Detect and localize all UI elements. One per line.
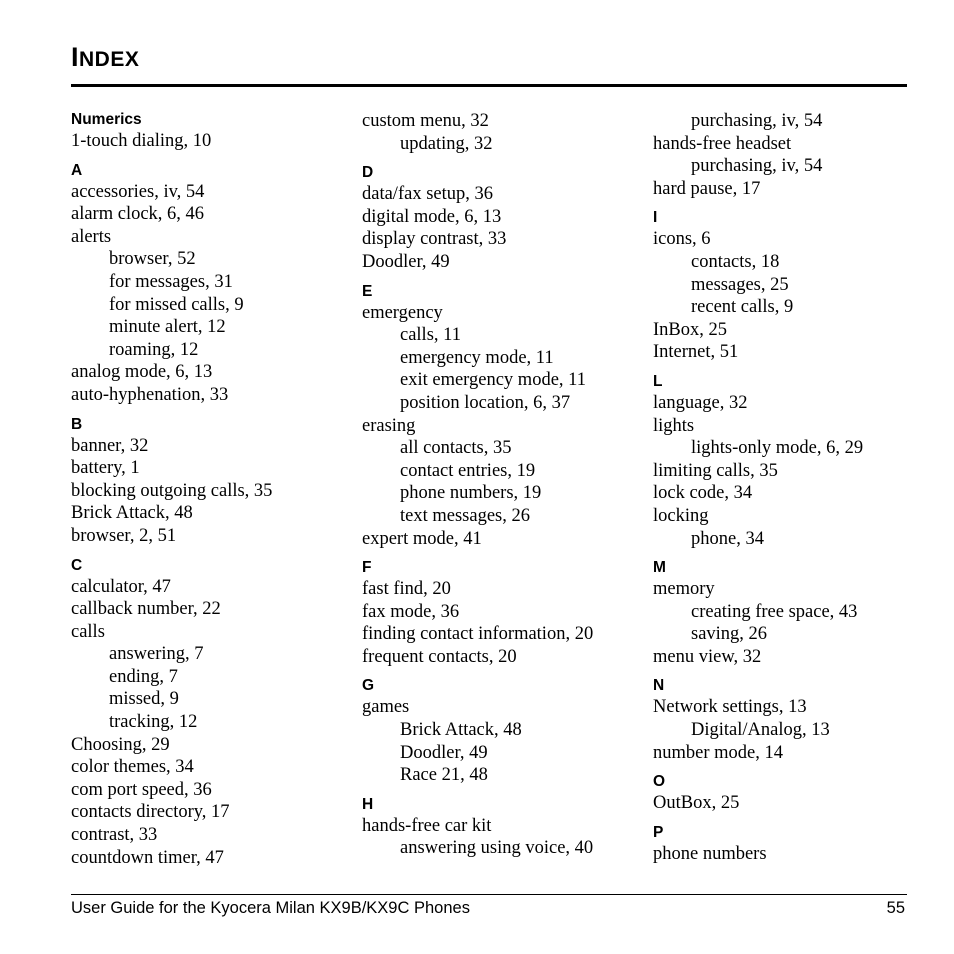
- page-number: 55: [886, 899, 905, 917]
- index-letter-heading: Numerics: [71, 111, 142, 128]
- index-entry: com port speed, 36: [71, 779, 212, 800]
- index-subentry: calls, 11: [400, 325, 461, 346]
- index-subentry: messages, 25: [691, 274, 789, 295]
- index-subentry: exit emergency mode, 11: [400, 370, 586, 391]
- title-rest: NDEX: [79, 48, 140, 71]
- index-subentry: roaming, 12: [109, 339, 199, 360]
- index-entry: hard pause, 17: [653, 178, 761, 199]
- index-entry: blocking outgoing calls, 35: [71, 480, 273, 501]
- index-subentry: Doodler, 49: [400, 742, 488, 763]
- index-subentry: saving, 26: [691, 624, 768, 645]
- index-subentry: Brick Attack, 48: [400, 720, 522, 741]
- index-entry: callback number, 22: [71, 599, 221, 620]
- index-entry: analog mode, 6, 13: [71, 362, 213, 383]
- index-subentry: tracking, 12: [109, 712, 198, 733]
- index-entry: Doodler, 49: [362, 251, 450, 272]
- index-entry: display contrast, 33: [362, 229, 507, 250]
- index-column-1: [71, 110, 346, 869]
- index-entry: contrast, 33: [71, 825, 158, 846]
- index-letter-heading: H: [362, 795, 374, 813]
- index-subentry: answering using voice, 40: [400, 838, 594, 859]
- index-letter-heading: P: [653, 823, 664, 841]
- index-entry: calculator, 47: [71, 576, 171, 597]
- index-letter-heading: M: [653, 559, 666, 577]
- index-entry: menu view, 32: [653, 646, 762, 667]
- index-letter-heading: C: [71, 556, 83, 574]
- index-entry: data/fax setup, 36: [362, 184, 493, 205]
- index-subentry: answering, 7: [109, 644, 204, 665]
- index-subentry: recent calls, 9: [691, 297, 794, 318]
- index-subentry: phone, 34: [691, 528, 764, 549]
- index-subentry: missed, 9: [109, 689, 179, 710]
- index-subentry: updating, 32: [400, 133, 493, 154]
- index-subentry: phone numbers, 19: [400, 483, 542, 504]
- index-entry: alerts: [71, 226, 112, 247]
- footer-rule: [71, 894, 907, 895]
- index-entry: fast find, 20: [362, 579, 451, 600]
- index-subentry: ending, 7: [109, 666, 178, 687]
- index-entry: OutBox, 25: [653, 793, 740, 814]
- index-letter-heading: N: [653, 677, 665, 695]
- index-subentry: Digital/Analog, 13: [691, 720, 830, 741]
- index-letter-heading: L: [653, 372, 663, 390]
- index-entry: battery, 1: [71, 458, 140, 479]
- index-entry: Brick Attack, 48: [71, 503, 193, 524]
- index-entry: fax mode, 36: [362, 601, 460, 622]
- index-entry: number mode, 14: [653, 742, 783, 763]
- index-subentry: for missed calls, 9: [109, 294, 244, 315]
- page-title: [71, 42, 139, 73]
- index-entry: phone numbers: [653, 843, 767, 864]
- index-subentry: for messages, 31: [109, 271, 233, 292]
- index-subentry: text messages, 26: [400, 505, 530, 526]
- index-letter-heading: F: [362, 559, 372, 577]
- index-entry: 1-touch dialing, 10: [71, 131, 212, 151]
- index-entry: alarm clock, 6, 46: [71, 204, 205, 225]
- index-subentry: contacts, 18: [691, 251, 780, 272]
- index-subentry: purchasing, iv, 54: [691, 111, 823, 131]
- index-entry: auto-hyphenation, 33: [71, 384, 229, 405]
- index-subentry: emergency mode, 11: [400, 347, 554, 368]
- index-entry: hands-free headset: [653, 133, 792, 154]
- index-entry: digital mode, 6, 13: [362, 206, 502, 227]
- footer-title: User Guide for the Kyocera Milan KX9B/KX9C Phones: [71, 899, 470, 917]
- title-initial: I: [71, 42, 80, 72]
- index-entry: custom menu, 32: [362, 111, 489, 131]
- index-entry: erasing: [362, 415, 416, 436]
- index-entry: calls: [71, 621, 105, 642]
- index-entry: lights: [653, 415, 695, 436]
- index-entry: locking: [653, 505, 709, 526]
- index-entry: emergency: [362, 302, 443, 323]
- index-entry: hands-free car kit: [362, 815, 492, 836]
- index-entry: limiting calls, 35: [653, 460, 778, 481]
- index-entry: finding contact information, 20: [362, 624, 594, 645]
- index-entry: frequent contacts, 20: [362, 646, 517, 667]
- page-footer: [71, 898, 907, 918]
- index-entry: InBox, 25: [653, 319, 727, 340]
- index-subentry: minute alert, 12: [109, 317, 226, 338]
- index-subentry: all contacts, 35: [400, 438, 512, 459]
- index-entry: expert mode, 41: [362, 528, 482, 549]
- index-subentry: contact entries, 19: [400, 460, 536, 481]
- index-entry: accessories, iv, 54: [71, 181, 205, 202]
- title-rule: [71, 84, 907, 87]
- index-entry: contacts directory, 17: [71, 802, 230, 823]
- index-subentry: position location, 6, 37: [400, 392, 571, 413]
- index-letter-heading: G: [362, 677, 375, 695]
- index-letter-heading: E: [362, 282, 373, 300]
- index-entry: Internet, 51: [653, 342, 739, 363]
- index-letter-heading: O: [653, 773, 666, 791]
- index-letter-heading: B: [71, 415, 83, 433]
- index-entry: language, 32: [653, 392, 748, 413]
- index-entry: Network settings, 13: [653, 697, 807, 718]
- index-entry: memory: [653, 579, 715, 600]
- index-entry: banner, 32: [71, 435, 149, 456]
- index-letter-heading: I: [653, 209, 658, 227]
- index-entry: browser, 2, 51: [71, 525, 177, 546]
- index-subentry: purchasing, iv, 54: [691, 156, 823, 177]
- index-entry: color themes, 34: [71, 757, 194, 778]
- index-column-3: [653, 110, 928, 865]
- index-letter-heading: D: [362, 164, 374, 182]
- index-entry: icons, 6: [653, 229, 711, 250]
- index-entry: countdown timer, 47: [71, 847, 224, 868]
- index-entry: lock code, 34: [653, 483, 753, 504]
- index-entry: Choosing, 29: [71, 734, 170, 755]
- index-entry: games: [362, 697, 410, 718]
- index-subentry: creating free space, 43: [691, 601, 858, 622]
- index-subentry: lights-only mode, 6, 29: [691, 438, 864, 459]
- index-column-2: [362, 110, 637, 860]
- index-subentry: browser, 52: [109, 249, 196, 270]
- index-subentry: Race 21, 48: [400, 765, 488, 786]
- index-letter-heading: A: [71, 161, 83, 179]
